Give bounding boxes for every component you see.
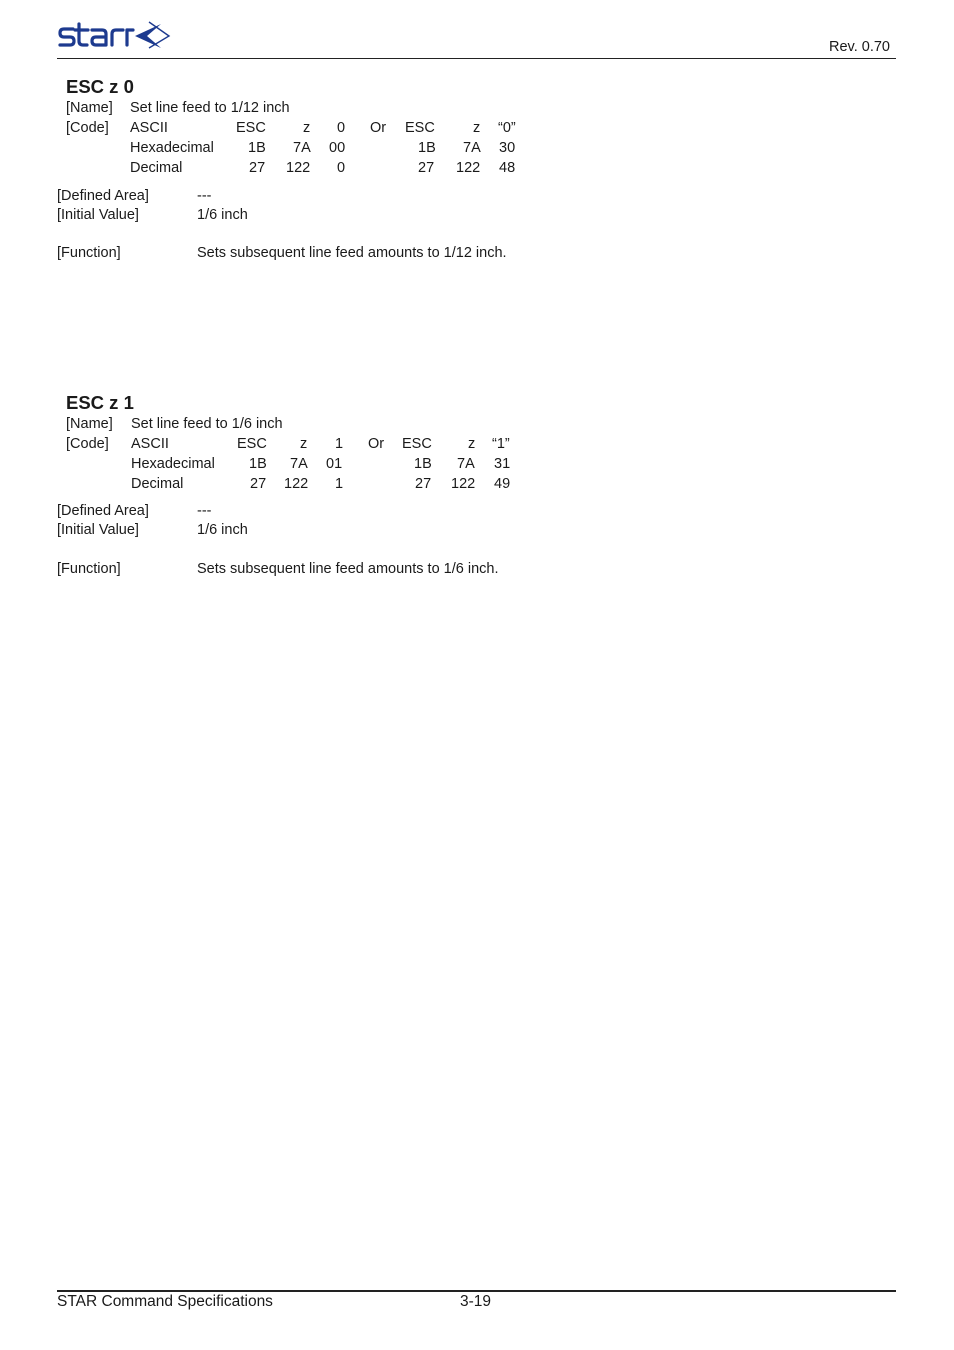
code-row-label-decimal: Decimal (131, 476, 184, 492)
footer-rule (57, 1290, 896, 1292)
code-cell: ESC (236, 120, 266, 136)
code-cell: 1 (335, 476, 344, 492)
command-name: Set line feed to 1/12 inch (130, 100, 290, 116)
code-label: [Code] (66, 436, 109, 452)
code-cell: ESC (237, 436, 267, 452)
code-cell: 7A (463, 140, 481, 156)
code-row-label-decimal: Decimal (130, 160, 183, 176)
code-row-label-ascii: ASCII (130, 120, 168, 136)
code-cell: 1B (418, 140, 436, 156)
footer-doc-title: STAR Command Specifications (57, 1293, 273, 1310)
code-row-label-hex: Hexadecimal (130, 140, 214, 156)
initial-value: 1/6 inch (197, 207, 248, 223)
initial-value: 1/6 inch (197, 522, 248, 538)
code-cell: z (300, 436, 308, 452)
code-cell: 7A (293, 140, 311, 156)
code-cell: 27 (415, 476, 432, 492)
code-cell: 122 (286, 160, 311, 176)
code-cell: ESC (402, 436, 432, 452)
code-cell: 1 (335, 436, 344, 452)
code-cell: 27 (250, 476, 267, 492)
code-cell: 31 (494, 456, 511, 472)
code-cell: 122 (451, 476, 476, 492)
code-cell: 7A (290, 456, 308, 472)
defined-area-value: --- (197, 503, 212, 519)
code-cell: 122 (284, 476, 309, 492)
revision-label: Rev. 0.70 (829, 39, 890, 55)
code-cell: 0 (337, 120, 346, 136)
code-cell: 0 (337, 160, 346, 176)
defined-area-label: [Defined Area] (57, 188, 149, 204)
or-label: Or (370, 120, 387, 136)
initial-value-label: [Initial Value] (57, 207, 139, 223)
code-cell: “0” (498, 120, 516, 136)
code-cell: 48 (499, 160, 516, 176)
star-logo (57, 18, 175, 54)
code-cell: 27 (418, 160, 435, 176)
function-description: Sets subsequent line feed amounts to 1/6 inch. (197, 561, 499, 577)
function-description: Sets subsequent line feed amounts to 1/12 inch. (197, 245, 507, 261)
code-cell: 1B (249, 456, 267, 472)
code-cell: 122 (456, 160, 481, 176)
code-cell: ESC (405, 120, 435, 136)
code-cell: z (473, 120, 481, 136)
code-cell: z (303, 120, 311, 136)
code-cell: 49 (494, 476, 511, 492)
command-name: Set line feed to 1/6 inch (131, 416, 283, 432)
code-cell: 7A (457, 456, 475, 472)
defined-area-label: [Defined Area] (57, 503, 149, 519)
code-cell: 30 (499, 140, 516, 156)
name-label: [Name] (66, 100, 113, 116)
code-cell: “1” (492, 436, 510, 452)
code-row-label-hex: Hexadecimal (131, 456, 215, 472)
section-title: ESC z 0 (66, 76, 134, 97)
or-label: Or (368, 436, 385, 452)
function-label: [Function] (57, 245, 121, 261)
code-cell: 27 (249, 160, 266, 176)
section-title: ESC z 1 (66, 392, 134, 413)
code-row-label-ascii: ASCII (131, 436, 169, 452)
footer-page-number: 3-19 (460, 1293, 492, 1310)
code-cell: 1B (248, 140, 266, 156)
code-label: [Code] (66, 120, 109, 136)
code-cell: 00 (329, 140, 346, 156)
header-rule (57, 58, 896, 59)
defined-area-value: --- (197, 188, 212, 204)
code-cell: 1B (414, 456, 432, 472)
initial-value-label: [Initial Value] (57, 522, 139, 538)
code-cell: 01 (326, 456, 343, 472)
function-label: [Function] (57, 561, 121, 577)
code-cell: z (468, 436, 476, 452)
name-label: [Name] (66, 416, 113, 432)
